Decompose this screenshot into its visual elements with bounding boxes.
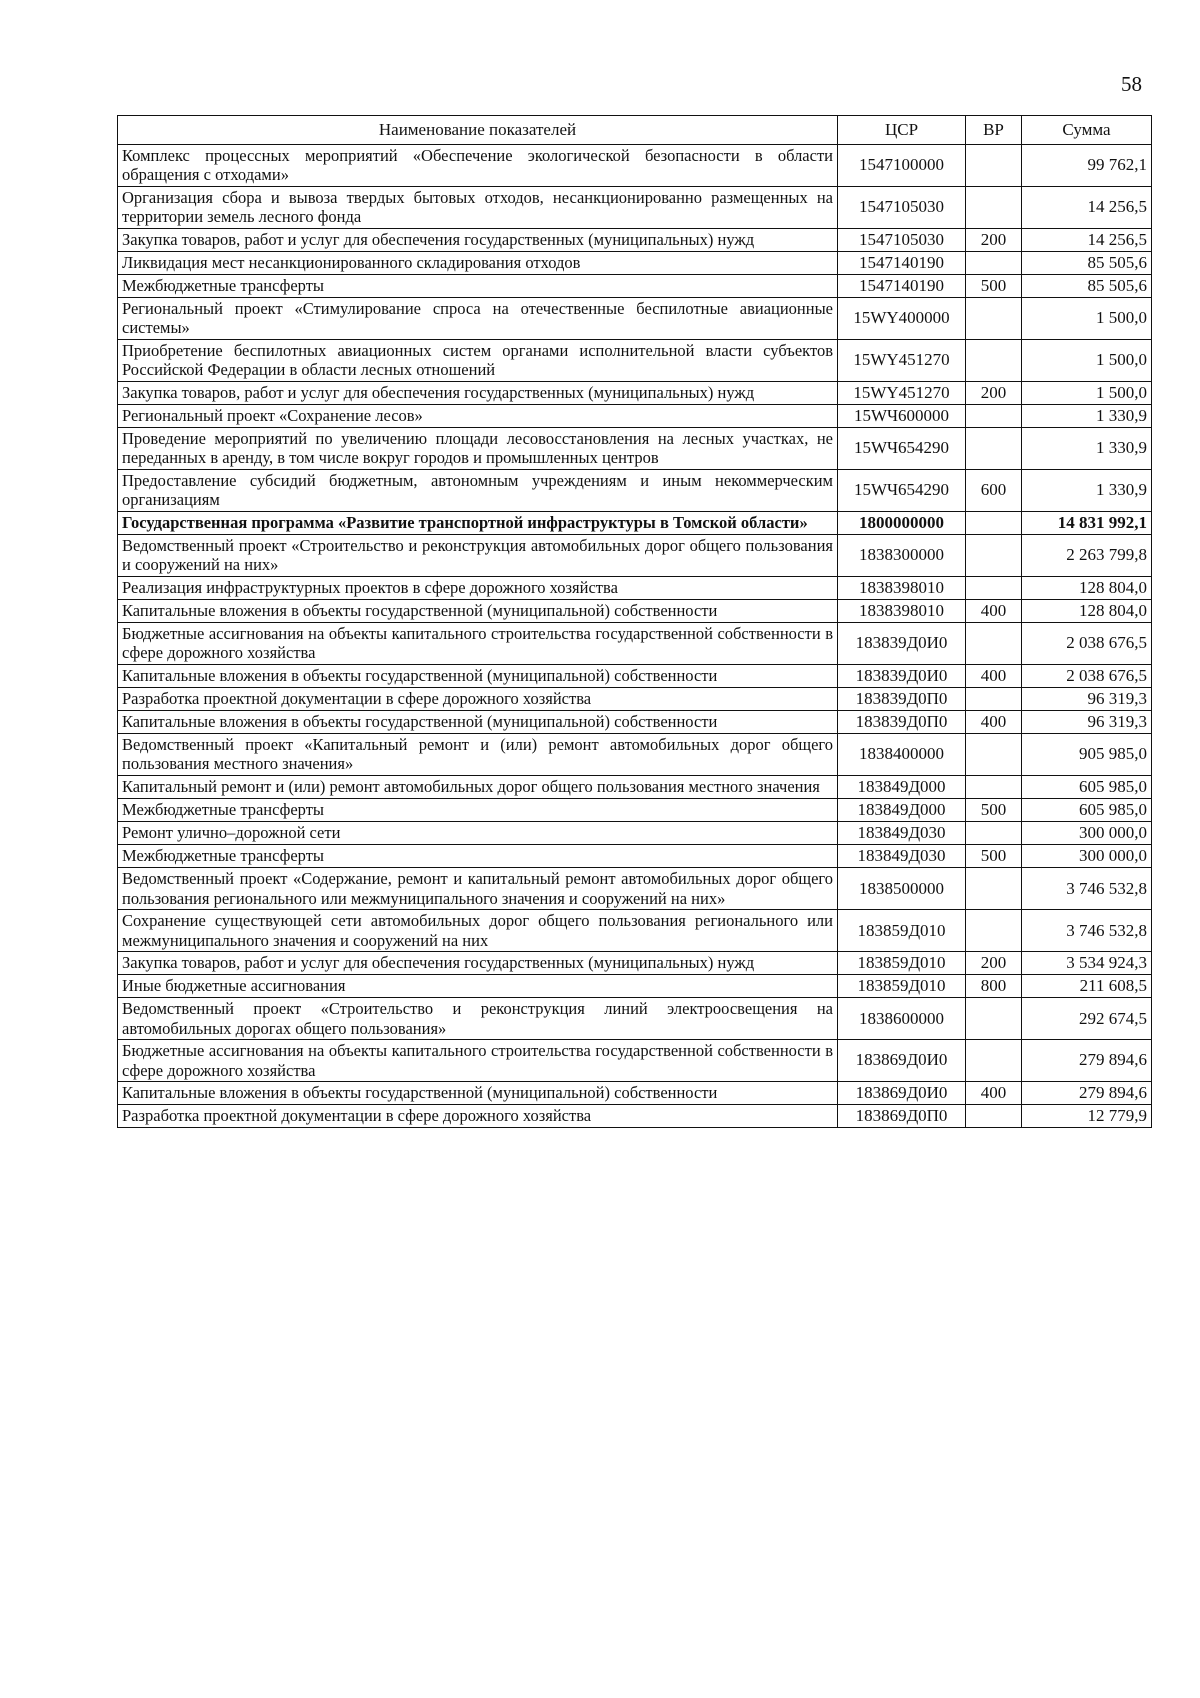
table-row xyxy=(118,228,1152,251)
row-name-cell: Ведомственный проект «Капитальный ремонт и (или) ремонт автомобильных дорог общего пользования местного значения» xyxy=(118,734,838,776)
row-vr-cell: 400 xyxy=(966,710,1022,733)
row-csr-cell: 183869Д0П0 xyxy=(838,1105,966,1128)
row-sum-cell: 1 330,9 xyxy=(1022,469,1152,511)
row-vr-cell xyxy=(966,511,1022,534)
table-row xyxy=(118,952,1152,975)
table-row xyxy=(118,664,1152,687)
row-csr-cell: 183869Д0И0 xyxy=(838,1040,966,1082)
row-sum-cell: 85 505,6 xyxy=(1022,274,1152,297)
row-name-cell: Межбюджетные трансферты xyxy=(118,845,838,868)
row-csr-cell: 183839Д0И0 xyxy=(838,664,966,687)
table-header-row xyxy=(118,116,1152,145)
table-row xyxy=(118,251,1152,274)
row-vr-cell xyxy=(966,298,1022,340)
row-csr-cell: 183859Д010 xyxy=(838,975,966,998)
row-vr-cell xyxy=(966,687,1022,710)
table-row xyxy=(118,845,1152,868)
row-csr-cell: 183849Д000 xyxy=(838,775,966,798)
row-sum-cell: 279 894,6 xyxy=(1022,1040,1152,1082)
row-name-cell: Капитальные вложения в объекты государственной (муниципальной) собственности xyxy=(118,1081,838,1104)
row-vr-cell: 200 xyxy=(966,381,1022,404)
row-csr-cell: 183839Д0П0 xyxy=(838,687,966,710)
row-name-cell: Закупка товаров, работ и услуг для обеспечения государственных (муниципальных) нужд xyxy=(118,381,838,404)
table-row xyxy=(118,687,1152,710)
row-name-cell: Закупка товаров, работ и услуг для обеспечения государственных (муниципальных) нужд xyxy=(118,228,838,251)
header-vr: ВР xyxy=(966,116,1022,145)
row-vr-cell xyxy=(966,622,1022,664)
row-vr-cell xyxy=(966,576,1022,599)
row-sum-cell: 128 804,0 xyxy=(1022,599,1152,622)
row-csr-cell: 15WY400000 xyxy=(838,298,966,340)
table-row xyxy=(118,469,1152,511)
row-sum-cell: 300 000,0 xyxy=(1022,845,1152,868)
table-row xyxy=(118,775,1152,798)
row-vr-cell xyxy=(966,427,1022,469)
row-csr-cell: 183849Д030 xyxy=(838,822,966,845)
row-name-cell: Капитальные вложения в объекты государственной (муниципальной) собственности xyxy=(118,599,838,622)
row-vr-cell: 600 xyxy=(966,469,1022,511)
row-name-cell: Ликвидация мест несанкционированного складирования отходов xyxy=(118,251,838,274)
row-csr-cell: 183859Д010 xyxy=(838,952,966,975)
row-sum-cell: 2 038 676,5 xyxy=(1022,622,1152,664)
table-row xyxy=(118,534,1152,576)
row-sum-cell: 605 985,0 xyxy=(1022,775,1152,798)
row-vr-cell: 200 xyxy=(966,228,1022,251)
row-sum-cell: 12 779,9 xyxy=(1022,1105,1152,1128)
header-csr: ЦСР xyxy=(838,116,966,145)
row-csr-cell: 15WY451270 xyxy=(838,381,966,404)
row-name-cell: Приобретение беспилотных авиационных систем органами исполнительной власти субъектов Российской Федерации в области лесных отношений xyxy=(118,339,838,381)
row-vr-cell: 400 xyxy=(966,664,1022,687)
row-name-cell: Предоставление субсидий бюджетным, автономным учреждениям и иным некоммерческим организациям xyxy=(118,469,838,511)
row-sum-cell: 211 608,5 xyxy=(1022,975,1152,998)
table-row xyxy=(118,822,1152,845)
row-sum-cell: 292 674,5 xyxy=(1022,998,1152,1040)
row-csr-cell: 15WЧ654290 xyxy=(838,427,966,469)
table-row xyxy=(118,710,1152,733)
row-csr-cell: 1547105030 xyxy=(838,228,966,251)
row-sum-cell: 3 534 924,3 xyxy=(1022,952,1152,975)
row-name-cell: Закупка товаров, работ и услуг для обеспечения государственных (муниципальных) нужд xyxy=(118,952,838,975)
row-csr-cell: 1838500000 xyxy=(838,868,966,910)
row-csr-cell: 1838398010 xyxy=(838,599,966,622)
row-sum-cell: 128 804,0 xyxy=(1022,576,1152,599)
row-name-cell: Региональный проект «Стимулирование спроса на отечественные беспилотные авиационные системы» xyxy=(118,298,838,340)
row-vr-cell xyxy=(966,910,1022,952)
table-row xyxy=(118,599,1152,622)
table-row xyxy=(118,1105,1152,1128)
row-sum-cell: 605 985,0 xyxy=(1022,799,1152,822)
row-vr-cell xyxy=(966,404,1022,427)
row-csr-cell: 15WЧ654290 xyxy=(838,469,966,511)
table-row xyxy=(118,404,1152,427)
row-sum-cell: 99 762,1 xyxy=(1022,145,1152,187)
row-name-cell: Региональный проект «Сохранение лесов» xyxy=(118,404,838,427)
row-csr-cell: 1547140190 xyxy=(838,274,966,297)
header-sum: Сумма xyxy=(1022,116,1152,145)
table-row xyxy=(118,910,1152,952)
row-vr-cell xyxy=(966,339,1022,381)
row-csr-cell: 15WЧ600000 xyxy=(838,404,966,427)
table-row xyxy=(118,734,1152,776)
table-row xyxy=(118,427,1152,469)
table-row xyxy=(118,339,1152,381)
row-name-cell: Бюджетные ассигнования на объекты капитального строительства государственной собственности в сфере дорожного хозяйства xyxy=(118,622,838,664)
row-name-cell: Реализация инфраструктурных проектов в сфере дорожного хозяйства xyxy=(118,576,838,599)
row-csr-cell: 1547105030 xyxy=(838,186,966,228)
row-name-cell: Разработка проектной документации в сфере дорожного хозяйства xyxy=(118,687,838,710)
row-sum-cell: 1 500,0 xyxy=(1022,339,1152,381)
row-sum-cell: 14 831 992,1 xyxy=(1022,511,1152,534)
row-vr-cell: 400 xyxy=(966,599,1022,622)
row-vr-cell: 800 xyxy=(966,975,1022,998)
row-vr-cell xyxy=(966,998,1022,1040)
row-sum-cell: 14 256,5 xyxy=(1022,186,1152,228)
table-row xyxy=(118,1040,1152,1082)
row-sum-cell: 2 038 676,5 xyxy=(1022,664,1152,687)
table-row xyxy=(118,298,1152,340)
row-sum-cell: 85 505,6 xyxy=(1022,251,1152,274)
row-vr-cell xyxy=(966,734,1022,776)
row-name-cell: Капитальные вложения в объекты государственной (муниципальной) собственности xyxy=(118,710,838,733)
row-vr-cell xyxy=(966,775,1022,798)
table-row xyxy=(118,576,1152,599)
row-csr-cell: 183849Д000 xyxy=(838,799,966,822)
row-name-cell: Ремонт улично–дорожной сети xyxy=(118,822,838,845)
table-row xyxy=(118,622,1152,664)
table-row xyxy=(118,186,1152,228)
row-vr-cell: 500 xyxy=(966,799,1022,822)
row-name-cell: Организация сбора и вывоза твердых бытовых отходов, несанкционированно размещенных на территории земель лесного фонда xyxy=(118,186,838,228)
row-vr-cell xyxy=(966,251,1022,274)
row-name-cell: Ведомственный проект «Содержание, ремонт и капитальный ремонт автомобильных дорог общего пользования регионального или межмуниципального значения и сооружений на них» xyxy=(118,868,838,910)
row-csr-cell: 183839Д0П0 xyxy=(838,710,966,733)
budget-table xyxy=(117,115,1152,1128)
row-name-cell: Комплекс процессных мероприятий «Обеспечение экологической безопасности в области обращения с отходами» xyxy=(118,145,838,187)
row-name-cell: Межбюджетные трансферты xyxy=(118,274,838,297)
row-sum-cell: 1 330,9 xyxy=(1022,427,1152,469)
table-row xyxy=(118,1081,1152,1104)
table-row xyxy=(118,511,1152,534)
row-sum-cell: 1 500,0 xyxy=(1022,298,1152,340)
row-name-cell: Межбюджетные трансферты xyxy=(118,799,838,822)
table-body xyxy=(118,145,1152,1128)
row-vr-cell: 500 xyxy=(966,274,1022,297)
row-sum-cell: 2 263 799,8 xyxy=(1022,534,1152,576)
row-csr-cell: 1838600000 xyxy=(838,998,966,1040)
row-name-cell: Государственная программа «Развитие транспортной инфраструктуры в Томской области» xyxy=(118,511,838,534)
row-sum-cell: 300 000,0 xyxy=(1022,822,1152,845)
row-sum-cell: 905 985,0 xyxy=(1022,734,1152,776)
table-row xyxy=(118,799,1152,822)
row-csr-cell: 1800000000 xyxy=(838,511,966,534)
row-vr-cell: 200 xyxy=(966,952,1022,975)
row-sum-cell: 14 256,5 xyxy=(1022,228,1152,251)
table-row xyxy=(118,975,1152,998)
row-sum-cell: 96 319,3 xyxy=(1022,687,1152,710)
row-name-cell: Проведение мероприятий по увеличению площади лесовосстановления на лесных участках, не переданных в аренду, в том числе вокруг городов и промышленных центров xyxy=(118,427,838,469)
row-vr-cell: 400 xyxy=(966,1081,1022,1104)
table-row xyxy=(118,998,1152,1040)
row-vr-cell: 500 xyxy=(966,845,1022,868)
row-sum-cell: 279 894,6 xyxy=(1022,1081,1152,1104)
row-name-cell: Капитальные вложения в объекты государственной (муниципальной) собственности xyxy=(118,664,838,687)
table-row xyxy=(118,274,1152,297)
row-csr-cell: 1838398010 xyxy=(838,576,966,599)
table-row xyxy=(118,868,1152,910)
table-row xyxy=(118,145,1152,187)
row-sum-cell: 3 746 532,8 xyxy=(1022,868,1152,910)
row-csr-cell: 183869Д0И0 xyxy=(838,1081,966,1104)
row-name-cell: Бюджетные ассигнования на объекты капитального строительства государственной собственности в сфере дорожного хозяйства xyxy=(118,1040,838,1082)
row-vr-cell xyxy=(966,868,1022,910)
row-sum-cell: 3 746 532,8 xyxy=(1022,910,1152,952)
row-csr-cell: 1547140190 xyxy=(838,251,966,274)
row-name-cell: Ведомственный проект «Строительство и реконструкция автомобильных дорог общего пользования и сооружений на них» xyxy=(118,534,838,576)
table-row xyxy=(118,381,1152,404)
row-name-cell: Сохранение существующей сети автомобильных дорог общего пользования регионального или межмуниципального значения и сооружений на них xyxy=(118,910,838,952)
page-number: 58 xyxy=(1121,72,1142,96)
row-sum-cell: 96 319,3 xyxy=(1022,710,1152,733)
row-vr-cell xyxy=(966,1105,1022,1128)
row-csr-cell: 1547100000 xyxy=(838,145,966,187)
row-name-cell: Ведомственный проект «Строительство и реконструкция линий электроосвещения на автомобильных дорогах общего пользования» xyxy=(118,998,838,1040)
row-vr-cell xyxy=(966,1040,1022,1082)
row-vr-cell xyxy=(966,822,1022,845)
row-name-cell: Разработка проектной документации в сфере дорожного хозяйства xyxy=(118,1105,838,1128)
row-csr-cell: 183859Д010 xyxy=(838,910,966,952)
row-vr-cell xyxy=(966,534,1022,576)
row-sum-cell: 1 500,0 xyxy=(1022,381,1152,404)
header-name: Наименование показателей xyxy=(118,116,838,145)
row-name-cell: Капитальный ремонт и (или) ремонт автомобильных дорог общего пользования местного значения xyxy=(118,775,838,798)
row-sum-cell: 1 330,9 xyxy=(1022,404,1152,427)
row-csr-cell: 183839Д0И0 xyxy=(838,622,966,664)
row-name-cell: Иные бюджетные ассигнования xyxy=(118,975,838,998)
row-csr-cell: 15WY451270 xyxy=(838,339,966,381)
row-csr-cell: 1838400000 xyxy=(838,734,966,776)
row-csr-cell: 183849Д030 xyxy=(838,845,966,868)
row-csr-cell: 1838300000 xyxy=(838,534,966,576)
row-vr-cell xyxy=(966,186,1022,228)
row-vr-cell xyxy=(966,145,1022,187)
